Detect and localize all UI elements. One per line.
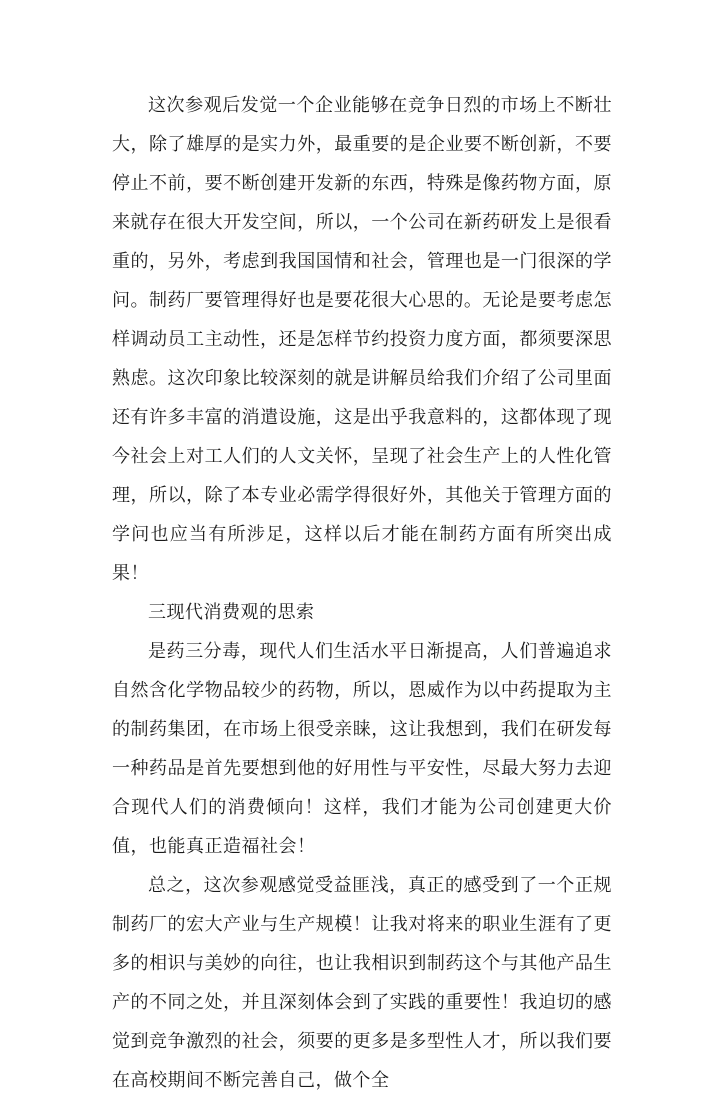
paragraph-summary: 总之，这次参观感觉受益匪浅，真正的感受到了一个正规制药厂的宏大产业与生产规模！让我对将来的职业生涯有了更多的相识与美妙的向往，也让我相识到制药这个与其他产品生产的不同之处，并且深刻体会到了实践的重要性！我迫切的感觉到竞争激烈的社会，须要的更多是多型性人才，所以我们要在高校期间不断完善自己，做个全 bbox=[112, 875, 612, 1091]
document-body bbox=[112, 86, 612, 1100]
paragraph-visit-reflection: 这次参观后发觉一个企业能够在竞争日烈的市场上不断壮大，除了雄厚的是实力外，最重要的是企业要不断创新，不要停止不前，要不断创建开发新的东西，特殊是像药物方面，原来就存在很大开发空间，所以，一个公司在新药研发上是很看重的，另外，考虑到我国国情和社会，管理也是一门很深的学问。制药厂要管理得好也是要花很大心思的。无论是要考虑怎样调动员工主动性，还是怎样节约投资力度方面，都须要深思熟虑。这次印象比较深刻的就是讲解员给我们介绍了公司里面还有许多丰富的消遣设施，这是出乎我意料的，这都体现了现今社会上对工人们的人文关怀，呈现了社会生产上的人性化管理，所以，除了本专业必需学得很好外，其他关于管理方面的学问也应当有所涉足，这样以后才能在制药方面有所突出成果！ bbox=[112, 95, 612, 584]
section-heading-consumption: 三现代消费观的思索 bbox=[148, 602, 315, 623]
paragraph-consumption: 是药三分毒，现代人们生活水平日渐提高，人们普遍追求自然含化学物品较少的药物，所以，恩威作为以中药提取为主的制药集团，在市场上很受亲睐，这让我想到，我们在研发每一种药品是首先要想到他的好用性与平安性，尽最大努力去迎合现代人们的消费倾向！这样，我们才能为公司创建更大价值，也能真正造福社会！ bbox=[112, 641, 612, 857]
